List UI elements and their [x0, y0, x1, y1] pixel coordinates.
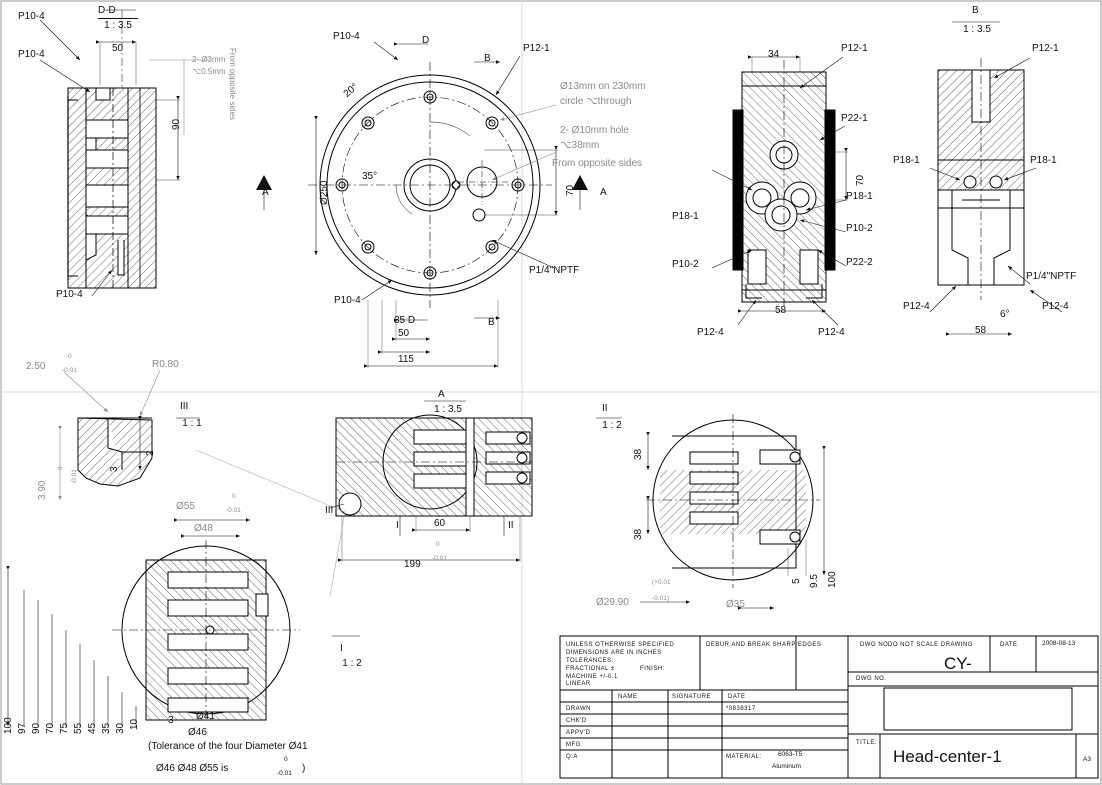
stack-35: 35: [101, 722, 112, 734]
note-13mm-line1: Ø13mm on 230mm: [560, 81, 646, 92]
tolerance-note-line1: (Tolerance of the four Diameter Ø41: [148, 741, 308, 752]
stack-100: 100: [3, 717, 14, 734]
dim-3-viewi: 3: [168, 715, 174, 726]
tb-dims: DIMENSIONS ARE IN INCHES: [566, 650, 662, 656]
note-10mm-line2: ⌥38mm: [560, 140, 600, 151]
tb-mfg: MFG: [566, 742, 581, 748]
tb-drawn: DRAWN: [566, 706, 591, 712]
tb-material-label: MATERIAL:: [726, 754, 762, 760]
mark-b-bottom: B: [488, 317, 495, 328]
angle-6: 6°: [1000, 309, 1010, 320]
balloon-p10-2-mid-left: P10-2: [672, 259, 699, 270]
radius-r080: R0.80: [152, 359, 179, 370]
view-a-scale: 1 : 3.5: [434, 404, 462, 415]
tol-250-upper: 0: [68, 353, 72, 360]
dim-390-detail: 3.90: [37, 480, 48, 500]
stack-10: 10: [129, 718, 140, 730]
stack-45: 45: [87, 722, 98, 734]
tb-finish: FINISH:: [640, 666, 665, 672]
nptf-viewb: P1/4"NPTF: [1026, 271, 1077, 282]
dim-70-front: 70: [565, 184, 576, 196]
view-b-scale: 1 : 3.5: [963, 24, 991, 35]
balloon-p12-4-viewb-left: P12-4: [903, 301, 930, 312]
dia-55: Ø55: [176, 501, 195, 512]
dim-115-front: 115: [398, 354, 414, 365]
tolerance-note-upper: 0: [284, 756, 288, 763]
view-dd-scale: 1 : 3.5: [96, 17, 140, 31]
tb-dweno: DWG NO.: [856, 676, 887, 682]
mark-ii-viewa: II: [508, 520, 514, 531]
tb-tol-head: TOLERANCES:: [566, 658, 614, 664]
tb-dwgno-label: DWG NO.: [860, 642, 891, 648]
balloon-p22-2: P22-2: [846, 257, 873, 268]
view-i-scale: 1 : 2: [342, 658, 362, 669]
tb-drawn-date: *0838317: [726, 706, 756, 712]
note-10mm-line1: 2- Ø10mm hole: [560, 125, 629, 136]
tb-date-value: 2008-08-13: [1042, 640, 1076, 647]
detail-iii-scale: 1 : 1: [182, 418, 202, 429]
stack-75: 75: [59, 722, 70, 734]
balloon-p18-1-mid-left: P18-1: [672, 211, 699, 222]
tb-appvd: APPV'D: [566, 730, 591, 736]
mark-d-bottom: 35 D: [394, 315, 416, 326]
tolerance-note-line2: Ø46 Ø48 Ø55 is: [156, 763, 229, 774]
tb-date-col: DATE: [728, 694, 746, 700]
balloon-p12-4-viewb-right: P12-4: [1042, 301, 1069, 312]
dim-34: 34: [768, 49, 780, 60]
balloon-p12-4-mid-right: P12-4: [818, 327, 845, 338]
note-2-dia3: 2- Ø3mm: [192, 55, 226, 64]
dia-41: Ø41: [196, 711, 215, 722]
balloon-p12-1-front: P12-1: [523, 43, 550, 54]
nptf-front: P1/4"NPTF: [529, 265, 580, 276]
tol-55-upper: 0: [232, 493, 236, 500]
material-value-2: Aluminum: [772, 763, 801, 770]
dim-60-viewa: 60: [434, 518, 446, 529]
part-code: CY-: [944, 654, 972, 673]
dim-90-dd: 90: [171, 118, 182, 130]
dim-5-ii: 5: [791, 578, 802, 584]
dim-3-detail: 3: [109, 466, 120, 472]
mark-a-right: A: [600, 187, 607, 198]
mark-i-label: I: [340, 643, 343, 654]
tb-title-label: TITLE:: [856, 740, 878, 746]
angle-35: 35°: [362, 171, 378, 182]
dim-250-detail: 2.50: [26, 361, 46, 372]
stack-90: 90: [31, 722, 42, 734]
tb-chkd: CHK'D: [566, 718, 587, 724]
dim-38-ii-top: 38: [633, 448, 644, 460]
view-dd-title: D-D: [98, 5, 116, 16]
dim-50-front: 50: [398, 328, 410, 339]
tb-debur-1: DEBUR AND BREAK SHARP EDGES: [706, 642, 822, 648]
tol-390-upper: 0: [57, 466, 64, 470]
tb-donotscale-text: DO NOT SCALE DRAWING: [888, 642, 974, 648]
balloon-p10-4-front-bottom: P10-4: [334, 295, 361, 306]
dim-95-ii: 9.5: [809, 574, 820, 588]
tb-sign-col: SIGNATURE: [672, 694, 712, 700]
note-from-opposite-sides-dd: From opposite sides: [228, 48, 237, 121]
dim-58-mid: 58: [775, 305, 787, 316]
tol-2990-lower: -0.01): [652, 595, 669, 602]
detail-iii-title: III: [180, 401, 189, 412]
tb-tol-frac: FRACTIONAL ±: [566, 666, 615, 672]
stack-55: 55: [73, 722, 84, 734]
dia-48: Ø48: [194, 523, 213, 534]
tol-55-lower: -0.01: [226, 507, 241, 514]
dim-2-detail: 2: [145, 450, 156, 456]
tol-199-lower: -0.01: [432, 555, 447, 562]
dim-199: 199: [404, 559, 421, 570]
mark-b-front: B: [484, 53, 491, 64]
dia-46: Ø46: [188, 727, 207, 738]
stack-97: 97: [17, 722, 28, 734]
tolerance-note-lower: -0.01: [277, 770, 292, 777]
balloon-p12-1-mid: P12-1: [841, 43, 868, 54]
view-ii-scale: 1 : 2: [602, 420, 622, 431]
dim-38-ii-bottom: 38: [633, 528, 644, 540]
drawing-title: Head-center-1: [893, 747, 1002, 766]
tb-date-label: DATE: [1000, 642, 1018, 648]
balloon-p12-1-viewb: P12-1: [1032, 43, 1059, 54]
tb-name-col: NAME: [618, 694, 638, 700]
dia-2990: Ø29.90: [596, 597, 629, 608]
angle-20: 20°: [341, 81, 361, 100]
note-depth-25: ⌥0.5mm: [192, 67, 226, 76]
tb-qa: Q.A: [566, 754, 578, 760]
stack-30: 30: [115, 722, 126, 734]
tb-unless: UNLESS OTHERWISE SPECIFIED: [566, 642, 675, 648]
tol-2990-upper: (+0.01: [652, 579, 671, 586]
material-value-1: 6063-T5: [778, 751, 803, 758]
mark-i-viewa: I: [396, 520, 399, 531]
balloon-p10-4-c: P10-4: [56, 289, 83, 300]
tolerance-note-close: ): [302, 763, 306, 774]
balloon-p12-4-mid-left: P12-4: [697, 327, 724, 338]
balloon-p22-1: P22-1: [841, 113, 868, 124]
dim-70-mid: 70: [855, 174, 866, 186]
tol-250-lower: -0.01: [62, 367, 77, 374]
balloon-p18-1-viewb-right: P18-1: [1030, 155, 1057, 166]
stack-70: 70: [45, 722, 56, 734]
tb-tol-mach: MACHINE +/-0.1: [566, 674, 618, 680]
sheet-size: A3: [1083, 756, 1091, 763]
tb-tol-lin: LINEAR: [566, 681, 591, 687]
dim-dia250: Ø250: [319, 180, 330, 205]
view-a-title: A: [438, 389, 445, 400]
tol-199-upper: 0: [436, 541, 440, 548]
view-ii-title: II: [602, 403, 608, 414]
dim-50-dd: 50: [112, 43, 124, 54]
tol-390-lower: -0.01: [71, 469, 78, 484]
dim-100-ii: 100: [827, 571, 838, 588]
balloon-p10-4-b: P10-4: [18, 49, 45, 60]
dim-58-viewb: 58: [975, 325, 987, 336]
balloon-p10-4-a: P10-4: [18, 11, 45, 22]
mark-a-left: A: [262, 187, 269, 198]
mark-iii-viewa: III: [325, 505, 334, 516]
balloon-p10-4-front-top: P10-4: [333, 31, 360, 42]
balloon-p18-1-viewb-left: P18-1: [893, 155, 920, 166]
mark-d-front: D: [422, 35, 430, 46]
note-10mm-line3: From opposite sides: [552, 158, 643, 169]
balloon-p10-2-mid-right: P10-2: [846, 223, 873, 234]
view-b-title: B: [972, 5, 979, 16]
note-13mm-line2: circle ⌥through: [560, 96, 632, 107]
dia-35: Ø35: [726, 599, 745, 610]
balloon-p18-1-mid-right: P18-1: [846, 191, 873, 202]
